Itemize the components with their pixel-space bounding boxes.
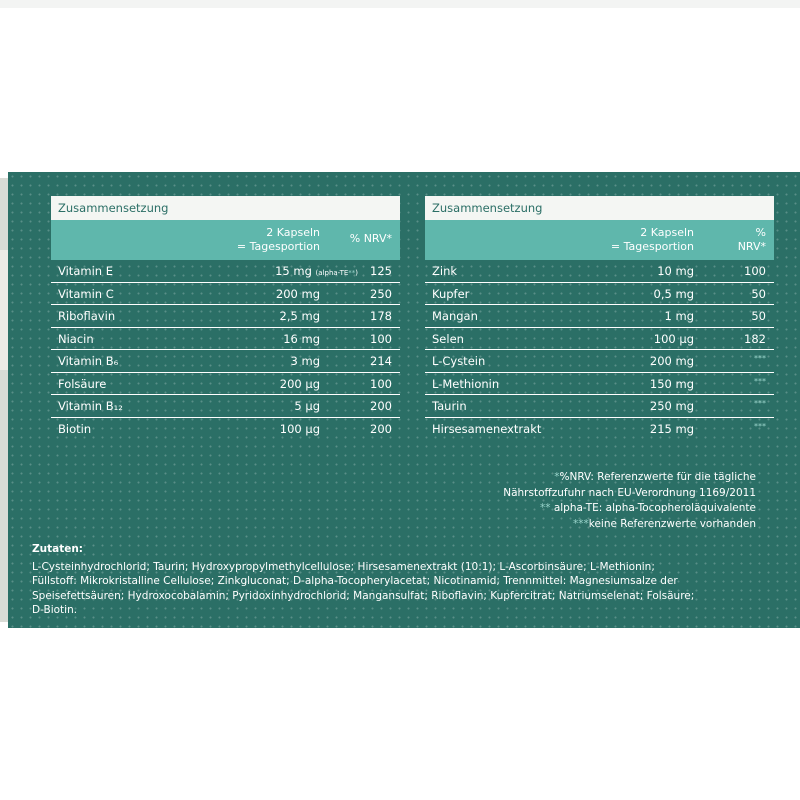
nutrient-nrv: 178 [370,309,392,323]
nutrient-name: Vitamin B₁₂ [58,399,123,413]
ingredients-line: Speisefettsäuren; Hydroxocobalamin; Pyridoxinhydrochlorid; Mangansulfat; Riboflavin; Kupfercitrat; Natriumselenat; Folsäure; [32,589,695,602]
nutrient-nrv: 200 [370,421,392,436]
footnote-nrv-continued: Nährstoffzufuhr nach EU-Verordnung 1169/2011 [503,486,756,499]
nutrient-nrv: 100 [370,376,392,391]
nutrient-name: Riboflavin [58,309,116,323]
footnote-text: %NRV: Referenzwerte für die tägliche [559,471,756,483]
nutrient-nrv: *** [754,354,766,363]
nutrient-amount: 16 mg [283,331,320,346]
nutrient-amount: 150 mg [649,376,694,391]
nrv-header-line-2: NRV* [737,240,766,253]
nutrient-amount: 10 mg [657,264,694,278]
nutrient-amount: 250 mg [649,399,694,413]
nutrient-amount: 3 mg [290,354,320,368]
nutrient-amount: 100 µg [653,331,694,346]
footnote-stars: *** [572,517,589,530]
nutrient-nrv: 125 [370,264,392,278]
table-row [425,328,774,351]
table-row [51,418,400,441]
amount-header-line-2: = Tagesportion [236,240,320,253]
table-row [425,260,774,283]
composition-table-left [51,196,400,440]
footnote-stars: ** [539,502,551,514]
nutrient-amount: 200 mg [649,354,694,368]
nutrient-name: Hirsesamenextrakt [432,421,542,436]
table-row [425,305,774,328]
ingredients-line: Füllstoff: Mikrokristalline Cellulose; Zinkgluconat; D-alpha-Tocopherylacetat; Nicotinamid; Trennmittel: Magnesiumsalze der [32,575,678,587]
amount-header [611,226,694,254]
footnote-alpha-te [503,501,756,517]
nutrient-nrv: 250 [370,286,392,301]
nrv-header: % NRV* [349,232,392,245]
nutrient-name: Niacin [58,331,94,346]
nutrient-amount: 0,5 mg [653,286,694,301]
table-row [51,283,400,306]
amount-header-line-1: 2 Kapseln [640,226,694,239]
ingredients-line: D-Biotin. [32,604,78,616]
footnote-text: alpha-TE: alpha-Tocopheroläquivalente [550,502,756,514]
table-row [425,350,774,373]
background-top [0,0,800,8]
nrv-header [738,226,766,254]
nutrient-amount: 215 mg [649,421,694,436]
table-column-headers [51,220,400,260]
footnote-nrv [503,470,756,486]
nutrient-name: Taurin [432,399,467,413]
nutrient-name: Vitamin B₆ [58,354,119,368]
nutrient-amount: 200 µg [279,376,320,391]
ingredients-section [32,542,777,618]
nutrient-nrv: *** [754,421,766,431]
amount-header-line-1: 2 Kapseln [266,226,320,239]
table-row [425,418,774,441]
nutrient-name: Mangan [432,309,478,323]
composition-table-right [425,196,774,440]
table-row [51,395,400,418]
nutrient-nrv: *** [754,376,766,386]
note-text: (alpha-TE [315,269,349,277]
table-title: Zusammensetzung [425,196,774,220]
nutrient-name: Folsäure [58,376,107,391]
table-column-headers [425,220,774,260]
nutrient-nrv: 100 [370,331,392,346]
nutrient-name: Zink [432,264,458,278]
table-title: Zusammensetzung [51,196,400,220]
note-stars: ** [348,269,356,277]
nutrient-name: L-Cystein [432,354,486,368]
nutrient-name: Biotin [58,421,92,436]
note-close: ) [355,269,358,277]
footnote-text: keine Referenzwerte vorhanden [588,517,756,530]
nutrient-amount: 2,5 mg [279,309,320,323]
nutrient-name: Kupfer [432,286,470,301]
table-row [425,283,774,306]
ingredients-line: L-Cysteinhydrochlorid; Taurin; Hydroxypropylmethylcellulose; Hirsesamenextrakt (10:1); L-Ascorbinsäure; L-Methionin; [32,560,655,573]
amount-header-line-2: = Tagesportion [610,240,694,253]
footnote-stars: * [554,471,560,483]
amount-note [316,269,358,277]
nutrient-nrv: 214 [370,354,392,368]
nutrient-amount: 5 µg [294,399,320,413]
table-row [425,373,774,396]
table-body [425,260,774,440]
nutrient-nrv: 200 [370,399,392,413]
footnotes [503,470,756,532]
footnote-no-reference [503,517,756,533]
nutrient-name: Selen [432,331,464,346]
ingredients-title: Zutaten: [32,543,84,555]
nutrient-nrv: 50 [751,309,766,323]
nutrient-amount: 1 mg [664,309,694,323]
nutrient-nrv: *** [754,399,766,408]
table-row [425,395,774,418]
table-row [51,373,400,396]
nutrient-nrv: 100 [744,264,766,278]
nutrient-nrv: 50 [751,286,766,301]
table-row [51,350,400,373]
nutrient-name: Vitamin E [58,264,113,278]
nutrient-nrv: 182 [744,331,766,346]
amount-header [237,226,320,254]
table-row [51,305,400,328]
nutrient-amount: 200 mg [275,286,320,301]
table-body [51,260,400,440]
table-row [51,328,400,351]
nrv-header-line-1: % [755,226,766,239]
nutrient-amount-value: 15 mg [275,264,312,278]
nutrient-name: Vitamin C [58,286,114,301]
table-row [51,260,400,283]
nutrient-name: L-Methionin [432,376,500,391]
nutrient-amount [275,263,358,281]
nutrient-amount: 100 µg [279,421,320,436]
